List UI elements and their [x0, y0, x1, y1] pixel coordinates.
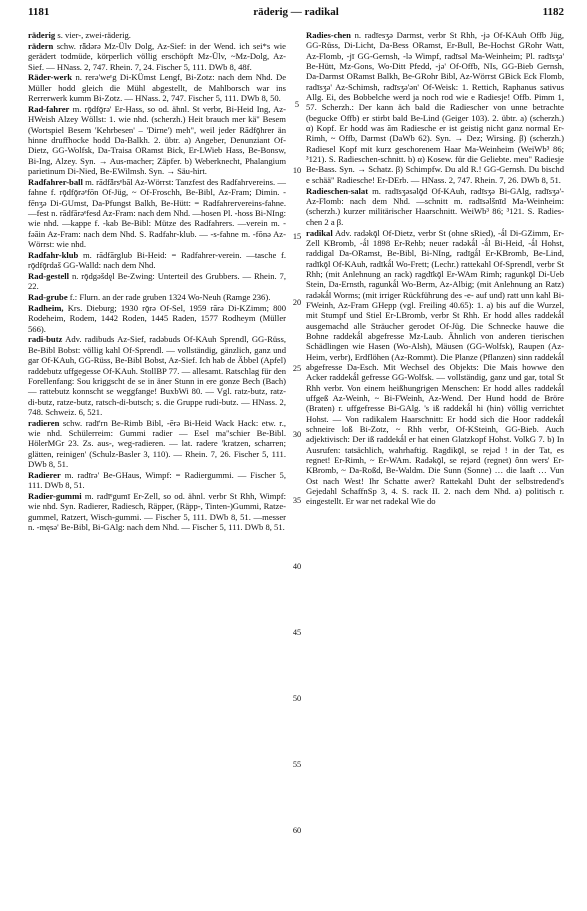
entry-headword: Radfahr-klub — [28, 249, 79, 260]
dictionary-entry — [28, 104, 286, 176]
running-title: räderig — radikal — [253, 6, 339, 18]
entry-headword: radikal — [306, 227, 333, 238]
dictionary-entry — [28, 41, 286, 72]
line-number: 45 — [292, 628, 302, 637]
dictionary-entry — [28, 292, 286, 302]
entry-text: n. rerə'weᵋg Di-KÜmst Lengf, Bi-Zotz: nach dem Nhd. De Müller hodd gleich die Mühl abgestellt, de Mahlborsch war ins Rerrerwerk kumm Bi-Zotz. — HNass. 2, 747. Fischer 5, 111. DWb 8, 50. — [28, 72, 287, 104]
dictionary-entry — [28, 303, 286, 334]
entry-text: m. rādfǟrsᵉbāl Az-Wörrst: Tanzfest des Radfahrvereins. —fahne f. rǭdfǭrəᵉfōn Of-Jüg, ~ Of-Froschh, Be-Bibl, Az-Fram; Dimin. -fēnʒə Di-GUmst, Da-Pfungst Balkh, Be-Hütt: = Radfahrervereins-fahne. —fest n. rādfārəᵉfesd Az-Fram: nach dem Nhd. —hosen Pl. -hoss Bi-NIng: wie nhd. —kappe f. -kab Be-Bibl: Mütze des Radfahrers. —verein m. -fəāin Az-Fram: nach dem Nhd. S. Radfahr-klub. — -s-fahne m. -fōnə Az-Wörrst: wie nhd. — [28, 176, 286, 249]
entry-headword: Radieschen-salat — [306, 185, 369, 196]
entry-headword: Radies-chen — [306, 30, 351, 40]
line-number: 5 — [294, 100, 300, 109]
line-number: 50 — [292, 694, 302, 703]
entry-text: m. rǭdfǭrə' Er-Hass, so od. ähnl. St verbr, Bi-Heid Ing, Az-HWeish Alzey Wöllst: 1. wie nhd. (scherzh.) Heit brauch mer kä" Besem (Wortspiel Besem 'Kehrbesen' – 'Dirne') meh", weil jeder Rādfǭhrer än hinne druffhocke hodd Da-Balkh. 2. übtr. a) Angeber, Denunziant Of-Dietz, GG-Wolfsk, Da-Traisa ORamst Bick, Er-LWieb Hass, Be-Bonsw, Bi-Ing, Alzey. Syn. → Aus-macher; Zäpfer. b) Weberknecht, Phalangium parietinum Di-Nied, Be-EWilmsh. Syn. → Säu-hirt. — [28, 103, 286, 176]
dictionary-entry — [28, 470, 286, 491]
entry-text: n. radīesʒə Darmst, verbr St Rhh, -jə Of-KAuh Offb Jüg, GG-Rüss, Di-Licht, Da-Bess ORamst, Er-Bull, Be-Hochst GRohr Watt, Az-Flomb, -jī GG-Gernsh, -lə Wimpf, radīsəl Ma-Weinheim; Pl. radīsʒə' Be-Hütt, Mz-Gons, Wo-Ditt Pfedd, -jə' Of-Offb, NIs, GG-Bieb Gernsh, Da-Darmst ORamst Balkh, Be-GRohr Bibl, Az-Wörrst GBick Eck Flomb, radīsʒə' Az-Schimsh, radīsʒə'ən' Of-Weisk: 1. Rettich, Raphanus sativus Allg. Ei, des Bobbelche werd ja noch rod wie e Radiesje! Offb. Pimm 1, 57. Scherzh.: Der kann äch bald die Radiescher von unne betrachte (begucke Offb) er stirbt bald Be-Lind (Geiger 103). 2. übtr. a) (scherzh.) α) Kopf. Er hodd was ām Radiesche er ist geistig nicht ganz normal Er-Rimh, ~ Offb, Darmst (DaWb 62). Syn. → Dez; Wirsing. β) (scherzh.) Radiesel Kopf mit kurz geschorenem Haar Ma-Weinheim (WeiWb³ 86; ³121). S. Radieschen-schnitt. b) α) Kosew. für die Geliebte. meu" Radiesje Be-Bass. Syn. → Schatz. β) Schimpfw. Du ald R.! GG-Gernsh. Du bischd e schää" Radiesche! Er-DErb. — HNass. 2, 747. Rhein. 7, 26. DWb 8, 51. — [306, 30, 564, 185]
entry-text: schw. rǟdərə Mz-Ülv Dolg, Az-Sief: in der Wend. ich sei*s wie gerädert todmüde, körperlich völlig erschöpft Mz-Ülv, ~Mz-Dolg, Az-Sief. — HNass. 2, 747. Rhein. 7, 24. Fischer 5, 111. DWb 8, 48f. — [28, 40, 286, 72]
dictionary-entry — [28, 491, 286, 532]
entry-headword: radieren — [28, 417, 60, 428]
right-column — [306, 30, 564, 507]
entry-headword: radi-butz — [28, 334, 63, 345]
line-number: 10 — [292, 166, 302, 175]
entry-headword: räderig — [28, 30, 56, 40]
dictionary-entry — [28, 271, 286, 292]
page-header — [28, 6, 564, 22]
entry-headword: Räder-werk — [28, 72, 73, 83]
entry-text: Adv. radibuds Az-Sief, radəbuds Of-KAuh Sprendl, GG-Rüss, Be-Bibl Bobst: völlig kahl Of-Sprendl. — vollständig, gänzlich, ganz und gar Of-KAuh, GG-Rüss, Be-Bibl Bobst, Az-Sief. Ich hab de Äbbel (Apfel) raddebutz uffgegesse Of-KAuh. StollBP 77. — allesamt. Ratschlag für den Forellenfang: Sou kriggscht de se in äner Stunn in ere gonze Bech (Bach) — rattebutz konnscht se weggfange! BuxbWi 80. — Vgl. ratz-butz, ratz-di-butz, ratze-butz, ratsch-di-butsch; s. die Gruppe rudi-butz. — HNass. 2, 748. Schweiz. 6, 521. — [28, 334, 286, 417]
entry-text: m. radīᵉgumī Er-Zell, so od. ähnl. verbr St Rhh, Wimpf: wie nhd. Syn. Radierer, Radiesch, Räpper, (Räpp-, Tinten-)Gummi, Ratze-gummel, Ratzert, Wisch-gummi. — Fischer 5, 111. DWb 8, 51. —messer n. -męsə' Be-Bibl, Bi-GAlg: nach dem Nhd. — Fischer 5, 111. DWb 8, 51. — [28, 491, 286, 533]
entry-text: m. radīrə' Be-GHaus, Wimpf: = Radiergummi. — Fischer 5, 111. DWb 8, 51. — [28, 469, 286, 491]
dictionary-entry — [28, 72, 286, 103]
page-number-left: 1181 — [28, 6, 50, 18]
line-number: 55 — [292, 760, 302, 769]
entry-text: m. radīsʒəsəlǭd Of-KAuh, radīsʒə Bi-GAlg, radīsʒə'- Az-Flomb: nach dem Nhd. —schnitt m. radīsəlšnīd Ma-Weinheim: (scherzh.) kurzer militärischer Haarschnitt. WeiWb³ 86; ³121. S. Radies-chen 2 a β. — [306, 185, 565, 227]
entry-text: Adv. radəkǭl Of-Dietz, verbr St (ohne sRied), -ǻl Di-GZimm, Er-Zell KBromb, -ǻl 1898 Er-Rehb; neuer radəkǻl -ǻl Bi-Heid, -ǻl Hohst, raddigal Da-ORamst, Be-Bibl, Bi-NIng, radīgǻl Er-KBromb, Be-Lind, radīkǭl Of-KAuh, radīkǻl Wo-Frett; (Lechr.) rattekahl Of-Sprendl, verbr St Rhh; (mit Anlehnung an rack) ragdīkǭl Er-WAm Rimh; ragunkǭl Di-Ueb Stein, Da-Ernsth, ragunkǻl Wo-Berm, Az-Albig; (mit Anlehnung an Ratz) radəkǻl Worms; (mit irriger Rückführung des -e- auf und) ratt unn kahl Bi-FWeinh, Az-Fram GHepp (vgl. Freiling 40.65): 1. a) bis auf die Wurzel, mit Stumpf und Stiel Er-LBromb, verbr St Rhh. Er hodd alles raddekǻl ausgemachd alle Sträucher gerodet Of-Jüg. Die Schnecke hauwe die Bohne raddekǻl abgefresse Mz-Laub. Ähnlich von anderen tierischen Schädlingen wie Hasen (Wo-Alsh), Mäusen (GG-Wolfsk), Raupen (Az-Heim, verbr), Erdflöhen (Az-Rommt). Die Planze (Pflanzen) sinn raddekǻl abgefresse Da-Esch. Mit Wechsel des Objekts: Die Mais howwe den Acker raddekǻl gefresse GG-Wolfsk. — vollständig, ganz und gar, total St Rhh verbr. Von einem heißhungrigen Menschen: Er hodd alles raddekǻl uffgeß Az-Weinh, ~ Bi-FWeinh, Az-Wend. Der Hund hodd de Bröre (Braten) r. uffgefresse Bi-GAlg. 's iß raddekǻl hi (hin) völlig verrichtet Hohst. — Von radikalem Haarschnitt: Er hodd sich die Hoor raddekǻl schneire loß Bi-Zotz, ~ Rhh verbr, Of-KSteinh, GG-Bieb. Auch adjektivisch: Der iß raddekǻl er hat einen Glatzkopf Hohst. VolkG 7. b) In Ausrufen: tatsächlich, wahrhaftig. Ragdikǭl, se rejəd ! in der Tat, es regnet! Er-Rimh, ~ Er-WAm. Radəkǭl, se rejərd (regnet) ônn wers' Er-KBromb, ~ Da-Roßd, Be-Waldm. Die Sunn (Sonne) … die laaft … Vun Ost nach West! Ihr Schatte awer? Rattekahl Duht der selbstredend's Gejedahl SchaffnSp 3, 4. S. rack II. 2. nach dem Nhd. a) politisch r. eingestellt. Er war net radekal Wie do — [306, 227, 564, 507]
entry-text: Krs. Dieburg; 1930 rǭrə Of-Sel, 1959 rārə Di-KZimm; 800 Rodeheim, Rodem, 1442 Roden, 1445 Raden, 1577 Rodheym (Müller 566). — [28, 302, 286, 334]
dictionary-entry — [28, 177, 286, 249]
entry-text: s. vier-, zwei-räderig. — [57, 30, 131, 40]
dictionary-entry — [306, 186, 564, 227]
line-number: 25 — [292, 364, 302, 373]
dictionary-entry — [306, 228, 564, 507]
entry-headword: Radierer — [28, 469, 61, 480]
left-column — [28, 30, 286, 533]
entry-text: n. rǭdgəšdęl Be-Zwing: Unterteil des Grubbers. — Rhein. 7, 22. — [28, 270, 286, 292]
line-number: 15 — [292, 232, 302, 241]
line-number: 20 — [292, 298, 302, 307]
dictionary-entry — [28, 30, 286, 40]
line-number: 40 — [292, 562, 302, 571]
line-number: 60 — [292, 826, 302, 835]
entry-headword: Rad-gestell — [28, 270, 70, 281]
dictionary-entry — [28, 334, 286, 417]
entry-text: schw. radī'rn Be-Rimb Bibl, -ērə Bi-Heid Wack Hack: etw. r., wie nhd. Schülerreim: Gummi radier — Esel ma"schier Be-Bibl. HölerMGr 23. Zs. aus-, weg-radieren. — lat. radere 'kratzen, scharren; glätten, reinigen' (Schulz-Basler 3, 110). — Rhein. 7, 26. Fischer 5, 111. DWb 8, 51. — [28, 417, 286, 470]
line-number: 30 — [292, 430, 302, 439]
line-number: 35 — [292, 496, 302, 505]
entry-text: f.: Flurn. an der rade gruben 1324 Wo-Neuh (Ramge 236). — [69, 292, 271, 303]
entry-headword: Radheim, — [28, 302, 64, 313]
entry-headword: Rad-fahrer — [28, 103, 70, 114]
dictionary-entry — [306, 30, 564, 185]
entry-headword: Radier-gummi — [28, 491, 82, 502]
entry-headword: Rad-grube — [28, 292, 68, 303]
dictionary-entry — [28, 418, 286, 470]
entry-headword: Radfahrer-ball — [28, 176, 83, 187]
entry-headword: rädern — [28, 40, 54, 51]
dictionary-entry — [28, 250, 286, 271]
page-number-right: 1182 — [542, 6, 564, 18]
entry-text: m. rādfārglub Bi-Heid: = Radfahrer-verein. —tasche f. rǭdfǭrdaš GG-Walld: nach dem Nhd. — [28, 249, 286, 271]
